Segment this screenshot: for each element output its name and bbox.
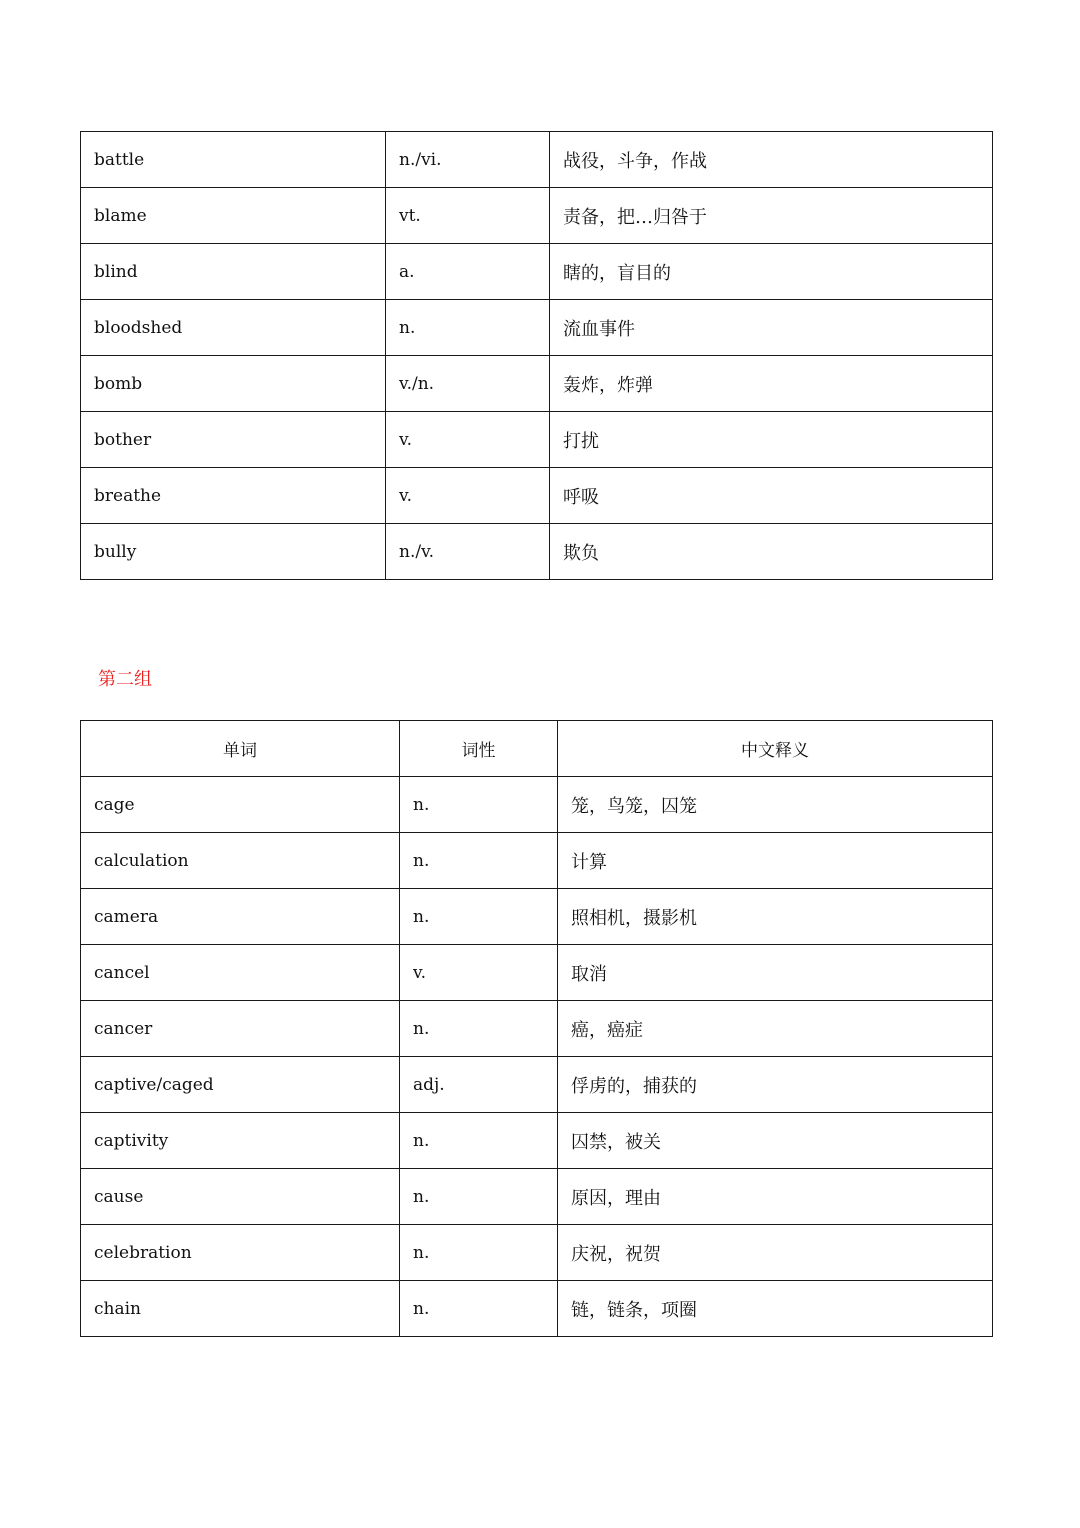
meaning-cell: 链，链条，项圈 xyxy=(558,1281,993,1337)
pos-cell: n. xyxy=(386,300,550,356)
table-row xyxy=(81,468,993,524)
word-cell: bloodshed xyxy=(81,300,386,356)
table-row xyxy=(81,132,993,188)
table-row xyxy=(81,1001,993,1057)
word-cell: bother xyxy=(81,412,386,468)
pos-cell: v. xyxy=(386,412,550,468)
pos-cell: v. xyxy=(400,945,558,1001)
word-cell: cancel xyxy=(81,945,400,1001)
meaning-cell: 取消 xyxy=(558,945,993,1001)
meaning-cell: 俘虏的，捕获的 xyxy=(558,1057,993,1113)
pos-cell: n. xyxy=(400,777,558,833)
word-cell: calculation xyxy=(81,833,400,889)
meaning-cell: 癌，癌症 xyxy=(558,1001,993,1057)
pos-cell: n. xyxy=(400,833,558,889)
table-row xyxy=(81,412,993,468)
pos-cell: n. xyxy=(400,889,558,945)
word-cell: cage xyxy=(81,777,400,833)
table-row xyxy=(81,1113,993,1169)
word-cell: bomb xyxy=(81,356,386,412)
table-row xyxy=(81,833,993,889)
section-title-group-2: 第二组 xyxy=(98,669,152,690)
meaning-cell: 计算 xyxy=(558,833,993,889)
word-cell: camera xyxy=(81,889,400,945)
word-cell: bully xyxy=(81,524,386,580)
vocab-table-group-2 xyxy=(80,720,993,1337)
meaning-cell: 流血事件 xyxy=(550,300,993,356)
meaning-cell: 打扰 xyxy=(550,412,993,468)
table-row xyxy=(81,244,993,300)
meaning-cell: 战役，斗争，作战 xyxy=(550,132,993,188)
meaning-cell: 欺负 xyxy=(550,524,993,580)
table-row xyxy=(81,1281,993,1337)
table-row xyxy=(81,889,993,945)
meaning-cell: 轰炸，炸弹 xyxy=(550,356,993,412)
pos-cell: n. xyxy=(400,1225,558,1281)
word-cell: celebration xyxy=(81,1225,400,1281)
vocab-table-group-1 xyxy=(80,131,993,580)
pos-cell: n. xyxy=(400,1113,558,1169)
table-row xyxy=(81,1057,993,1113)
pos-cell: v./n. xyxy=(386,356,550,412)
column-header-word: 单词 xyxy=(81,721,400,777)
meaning-cell: 囚禁，被关 xyxy=(558,1113,993,1169)
table-row xyxy=(81,1225,993,1281)
word-cell: captivity xyxy=(81,1113,400,1169)
table-row xyxy=(81,1169,993,1225)
table-row xyxy=(81,188,993,244)
meaning-cell: 责备，把…归咎于 xyxy=(550,188,993,244)
column-header-pos: 词性 xyxy=(400,721,558,777)
pos-cell: n. xyxy=(400,1001,558,1057)
pos-cell: n. xyxy=(400,1281,558,1337)
table-header-row xyxy=(81,721,993,777)
meaning-cell: 庆祝，祝贺 xyxy=(558,1225,993,1281)
table-row xyxy=(81,524,993,580)
word-cell: chain xyxy=(81,1281,400,1337)
pos-cell: n./v. xyxy=(386,524,550,580)
meaning-cell: 呼吸 xyxy=(550,468,993,524)
column-header-meaning: 中文释义 xyxy=(558,721,993,777)
table-row xyxy=(81,300,993,356)
word-cell: captive/caged xyxy=(81,1057,400,1113)
pos-cell: adj. xyxy=(400,1057,558,1113)
pos-cell: n./vi. xyxy=(386,132,550,188)
word-cell: breathe xyxy=(81,468,386,524)
word-cell: cause xyxy=(81,1169,400,1225)
meaning-cell: 照相机，摄影机 xyxy=(558,889,993,945)
table-row xyxy=(81,356,993,412)
pos-cell: a. xyxy=(386,244,550,300)
table-row xyxy=(81,777,993,833)
word-cell: cancer xyxy=(81,1001,400,1057)
pos-cell: n. xyxy=(400,1169,558,1225)
meaning-cell: 原因，理由 xyxy=(558,1169,993,1225)
pos-cell: vt. xyxy=(386,188,550,244)
pos-cell: v. xyxy=(386,468,550,524)
meaning-cell: 瞎的，盲目的 xyxy=(550,244,993,300)
word-cell: battle xyxy=(81,132,386,188)
word-cell: blame xyxy=(81,188,386,244)
meaning-cell: 笼，鸟笼，囚笼 xyxy=(558,777,993,833)
word-cell: blind xyxy=(81,244,386,300)
table-row xyxy=(81,945,993,1001)
